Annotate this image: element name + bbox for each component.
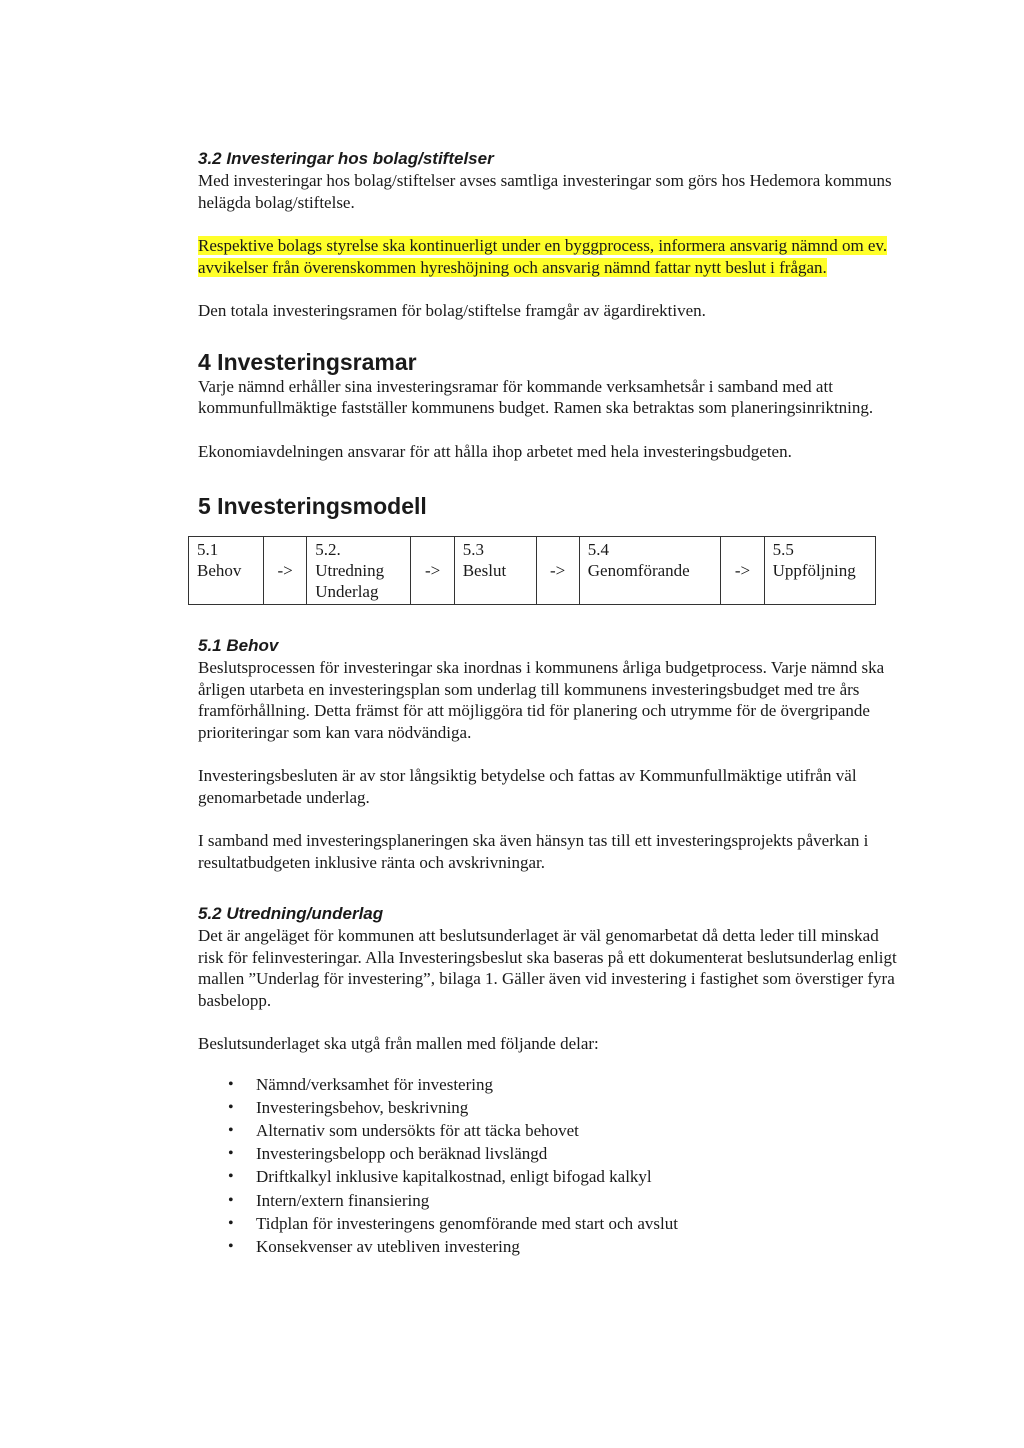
flow-step-beslut: 5.3 Beslut [454, 537, 536, 605]
paragraph-3-2-highlight [198, 235, 898, 278]
paragraph-5-1-process: Beslutsprocessen för investeringar ska inordnas i kommunens årliga budgetprocess. Varje nämnd ska årligen utarbeta en investeringsplan som underlag till kommunens investeringsbudget med tre års framförhållning. Detta främst för att möjliggöra tid för planering och utrymme för de övergripande prioriteringar som kan vara nödvändiga. [198, 658, 885, 742]
heading-5-2: 5.2 Utredning/underlag [198, 904, 384, 923]
flow-step-uppfoljning: 5.5 Uppföljning [764, 537, 875, 605]
heading-5-1: 5.1 Behov [198, 636, 279, 655]
paragraph-4-economy: Ekonomiavdelningen ansvarar för att hålla ihop arbetet med hela investeringsbudgeten. [198, 441, 792, 461]
heading-5: 5 Investeringsmodell [198, 493, 427, 519]
heading-3-2: 3.2 Investeringar hos bolag/stiftelser [198, 149, 494, 168]
paragraph-4-intro: Varje nämnd erhåller sina investeringsramar för kommande verksamhetsår i samband med att kommunfullmäktige fastställer kommunens budget. Ramen ska betraktas som planeringsinriktning. [198, 376, 874, 417]
flow-arrow: -> [411, 537, 454, 605]
list-item: • Nämnd/verksamhet för investering [256, 1073, 898, 1096]
flow-arrow: -> [721, 537, 764, 605]
flow-step-utredning: 5.2. Utredning Underlag [307, 537, 411, 605]
list-item: • Konsekvenser av utebliven investering [256, 1235, 898, 1258]
flow-step-behov: 5.1 Behov [189, 537, 264, 605]
list-item: • Investeringsbelopp och beräknad livslängd [256, 1142, 898, 1165]
investment-model-table [188, 536, 876, 605]
highlighted-text: Respektive bolags styrelse ska kontinuerligt under en byggprocess, informera ansvarig nämnd om ev. avvikelser från överenskommen hyreshöjning och ansvarig nämnd fattar nytt beslut i frågan. [198, 236, 888, 277]
paragraph-3-2-intro: Med investeringar hos bolag/stiftelser avses samtliga investeringar som görs hos Hedemora kommuns helägda bolag/stiftelse. [198, 171, 892, 212]
list-item: • Alternativ som undersökts för att täcka behovet [256, 1119, 898, 1142]
list-item: • Driftkalkyl inklusive kapitalkostnad, enligt bifogad kalkyl [256, 1165, 898, 1188]
paragraph-5-1-budget: I samband med investeringsplaneringen ska även hänsyn tas till ett investeringsprojekts påverkan i resultatbudgeten inklusive ränta och avskrivningar. [198, 831, 869, 872]
list-item: • Intern/extern finansiering [256, 1189, 898, 1212]
flow-arrow: -> [263, 537, 306, 605]
decision-parts-list [198, 1073, 898, 1259]
paragraph-5-2-template: Beslutsunderlaget ska utgå från mallen med följande delar: [198, 1034, 599, 1053]
paragraph-5-2-basis: Det är angeläget för kommunen att beslutsunderlaget är väl genomarbetat då detta leder till minskad risk för felinvesteringar. Alla Investeringsbeslut ska baseras på ett dokumenterat beslutsunderlag enligt mallen ”Underlag för investering”, bilaga 1. Gäller även vid investering i fastighet som överstiger fyra basbelopp. [198, 926, 897, 1010]
heading-4: 4 Investeringsramar [198, 348, 417, 375]
list-item: • Investeringsbehov, beskrivning [256, 1096, 898, 1119]
flow-step-genomforande: 5.4 Genomförande [579, 537, 721, 605]
flow-arrow: -> [536, 537, 579, 605]
list-item: • Tidplan för investeringens genomförande med start och avslut [256, 1212, 898, 1235]
paragraph-5-1-decisions: Investeringsbesluten är av stor långsiktig betydelse och fattas av Kommunfullmäktige utifrån väl genomarbetade underlag. [198, 766, 857, 807]
paragraph-3-2-frame: Den totala investeringsramen för bolag/stiftelse framgår av ägardirektiven. [198, 301, 706, 320]
document-page [198, 148, 898, 1258]
